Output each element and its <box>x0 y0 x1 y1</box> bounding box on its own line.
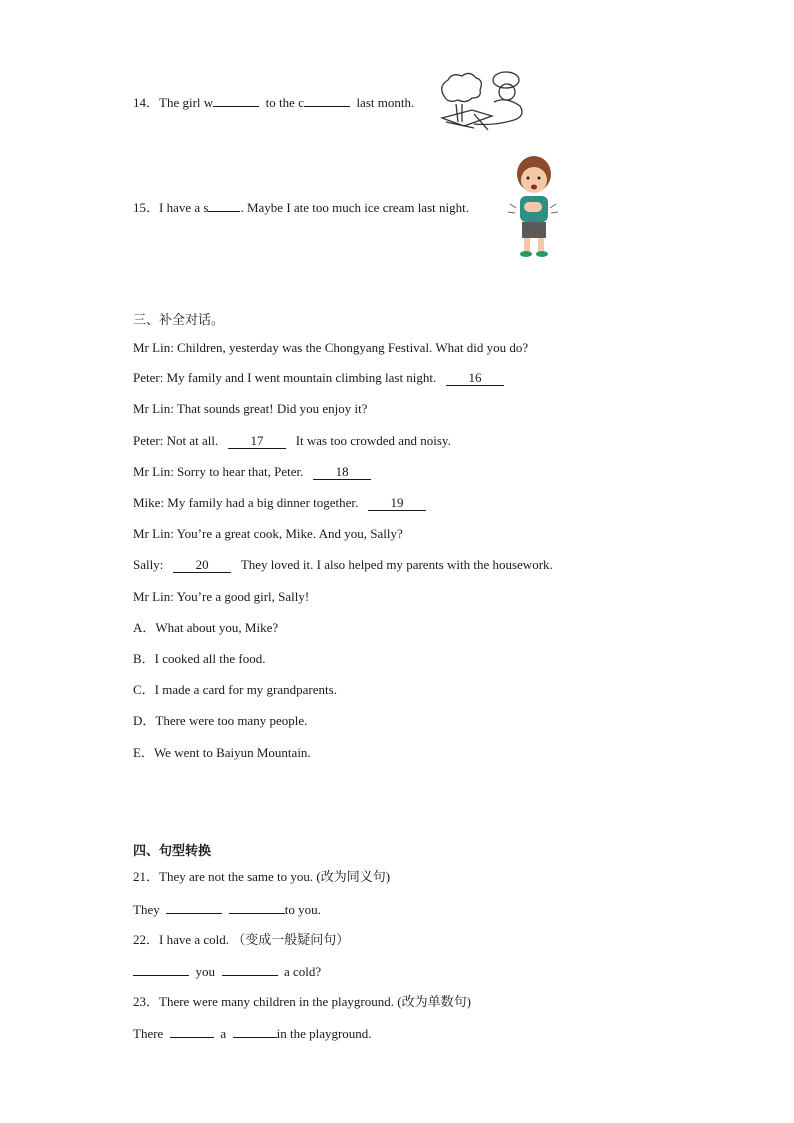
question-21: 21．They are not the same to you. (改为同义句) <box>133 869 391 884</box>
dialogue-line-3: Mr Lin: That sounds great! Did you enjoy it? <box>133 401 368 416</box>
question-14: 14．The girl w to the c last month. <box>133 95 415 110</box>
dialogue-line-8: Sally: 20 They loved it. I also helped my parents with the housework. <box>133 557 553 572</box>
dialogue-line-2: Peter: My family and I went mountain climbing last night. 16 <box>133 370 504 386</box>
dialogue-line-7: Mr Lin: You’re a great cook, Mike. And you, Sally? <box>133 526 403 541</box>
blank-22a[interactable] <box>133 963 189 976</box>
dialogue-line-9: Mr Lin: You’re a good girl, Sally! <box>133 589 310 604</box>
option-a: A．What about you, Mike? <box>133 620 279 635</box>
answer-22: you a cold? <box>133 963 321 980</box>
option-b: B．I cooked all the food. <box>133 651 266 666</box>
blank-15[interactable] <box>208 199 240 212</box>
blank-17[interactable]: 17 <box>228 434 286 449</box>
blank-20[interactable]: 20 <box>173 558 231 573</box>
option-c: C．I made a card for my grandparents. <box>133 682 337 697</box>
question-22: 22．I have a cold. （变成一般疑问句） <box>133 932 350 947</box>
blank-21a[interactable] <box>166 901 222 914</box>
dialogue-line-5: Mr Lin: Sorry to hear that, Peter. 18 <box>133 464 371 480</box>
dialogue-line-1: Mr Lin: Children, yesterday was the Chongyang Festival. What did you do? <box>133 340 529 355</box>
question-15: 15．I have a s . Maybe I ate too much ice cream last night. <box>133 200 469 215</box>
option-e: E．We went to Baiyun Mountain. <box>133 745 311 760</box>
girl-reading-icon <box>434 66 534 134</box>
blank-18[interactable]: 18 <box>313 465 371 480</box>
boy-stomachache-icon <box>502 152 564 262</box>
answer-23: There a in the playground. <box>133 1026 372 1041</box>
blank-19[interactable]: 19 <box>368 496 426 511</box>
blank-14a[interactable] <box>213 94 259 107</box>
blank-23b[interactable] <box>233 1025 277 1038</box>
option-d: D．There were too many people. <box>133 713 308 728</box>
dialogue-line-6: Mike: My family had a big dinner together. 19 <box>133 495 426 511</box>
blank-23a[interactable] <box>170 1025 214 1038</box>
blank-16[interactable]: 16 <box>446 371 504 386</box>
question-23: 23．There were many children in the playground. (改为单数句) <box>133 994 471 1009</box>
blank-14b[interactable] <box>304 94 350 107</box>
blank-22b[interactable] <box>222 963 278 976</box>
answer-21: They to you. <box>133 902 321 917</box>
dialogue-line-4: Peter: Not at all. 17 It was too crowded and noisy. <box>133 433 451 448</box>
section-3-heading: 三、补全对话。 <box>133 313 225 328</box>
blank-21b[interactable] <box>229 901 285 914</box>
section-4-heading: 四、句型转换 <box>133 844 212 859</box>
